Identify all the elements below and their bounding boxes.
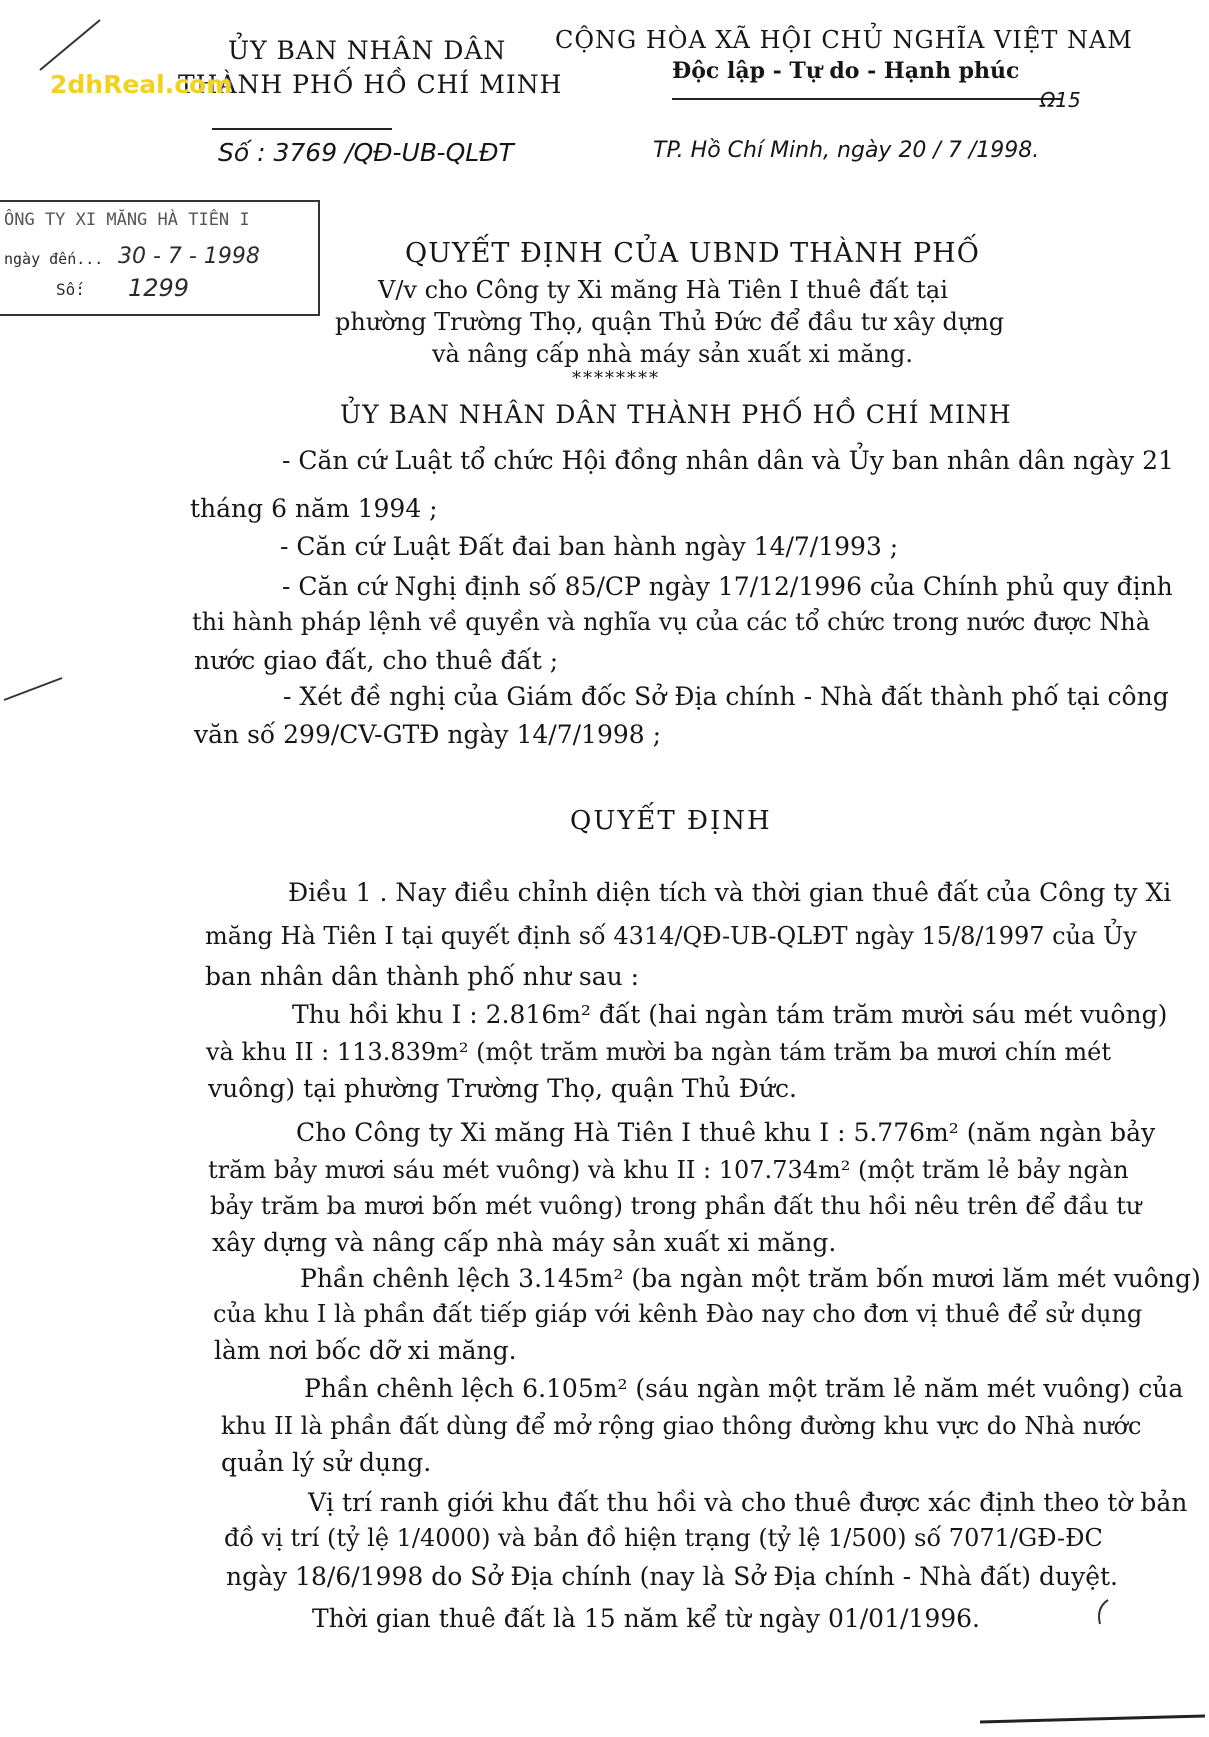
basis-3-line1: - Căn cứ Nghị định số 85/CP ngày 17/12/1996 của Chính phủ quy định <box>282 572 1173 601</box>
article1-p4-line3: làm nơi bốc dỡ xi măng. <box>214 1336 517 1365</box>
decide-heading: QUYẾT ĐỊNH <box>570 806 772 836</box>
authority-line2: THÀNH PHỐ HỒ CHÍ MINH <box>178 70 563 99</box>
pen-hook-bottom-right <box>1099 1600 1108 1624</box>
article1-p1-line1: Điều 1 . Nay điều chỉnh diện tích và thời gian thuê đất của Công ty Xi <box>288 878 1172 907</box>
place-date: TP. Hồ Chí Minh, ngày 20 / 7 /1998. <box>653 138 1040 163</box>
basis-4-line1: - Xét đề nghị của Giám đốc Sở Địa chính - Nhà đất thành phố tại công <box>283 682 1169 711</box>
authority-line1: ỦY BAN NHÂN DÂN <box>228 36 507 65</box>
pen-stroke-left <box>4 678 62 700</box>
stamp-received-label: ngày đến... <box>4 250 104 268</box>
article1-p4-line2: của khu I là phần đất tiếp giáp với kênh Đào nay cho đơn vị thuê để sử dụng <box>213 1300 1143 1328</box>
watermark: 2dhReal.com <box>50 70 233 99</box>
article1-p3-line1: Cho Công ty Xi măng Hà Tiên I thuê khu I : 5.776m² (năm ngàn bảy <box>296 1118 1156 1147</box>
article1-p6-line1: Vị trí ranh giới khu đất thu hồi và cho thuê được xác định theo tờ bản <box>308 1488 1188 1517</box>
basis-2: - Căn cứ Luật Đất đai ban hành ngày 14/7/1993 ; <box>280 532 899 561</box>
decision-subject-line2: phường Trường Thọ, quận Thủ Đức để đầu tư xây dựng <box>335 308 1005 336</box>
stamp-company: ÔNG TY XI MĂNG HÀ TIÊN I <box>4 210 250 230</box>
decision-title: QUYẾT ĐỊNH CỦA UBND THÀNH PHỐ <box>405 238 980 269</box>
basis-1-line1: - Căn cứ Luật tổ chức Hội đồng nhân dân và Ủy ban nhân dân ngày 21 <box>282 446 1174 475</box>
article1-p7: Thời gian thuê đất là 15 năm kể từ ngày 01/01/1996. <box>312 1604 980 1633</box>
margin-code: Ω15 <box>1040 88 1081 112</box>
doc-number: Số : 3769 /QĐ-UB-QLĐT <box>218 138 514 167</box>
article1-p6-line3: ngày 18/6/1998 do Sở Địa chính (nay là Sở Địa chính - Nhà đất) duyệt. <box>226 1562 1118 1591</box>
article1-p3-line3: bảy trăm ba mươi bốn mét vuông) trong phần đất thu hồi nêu trên để đầu tư <box>210 1192 1142 1220</box>
pen-stroke-bottom-right <box>980 1716 1205 1722</box>
article1-p2-line1: Thu hồi khu I : 2.816m² đất (hai ngàn tám trăm mười sáu mét vuông) <box>292 1000 1168 1029</box>
received-stamp <box>0 200 320 316</box>
pen-stroke-top-left <box>40 20 100 70</box>
header-left-rule <box>212 128 392 130</box>
article1-p2-line2: và khu II : 113.839m² (một trăm mười ba ngàn tám trăm ba mươi chín mét <box>206 1038 1111 1066</box>
basis-3-line3: nước giao đất, cho thuê đất ; <box>194 646 559 675</box>
basis-4-line2: văn số 299/CV-GTĐ ngày 14/7/1998 ; <box>194 720 662 749</box>
article1-p3-line2: trăm bảy mươi sáu mét vuông) và khu II : 107.734m² (một trăm lẻ bảy ngàn <box>208 1156 1129 1184</box>
basis-1-line2: tháng 6 năm 1994 ; <box>190 494 438 523</box>
article1-p5-line1: Phần chênh lệch 6.105m² (sáu ngàn một trăm lẻ năm mét vuông) của <box>304 1374 1184 1403</box>
article1-p1-line2: măng Hà Tiên I tại quyết định số 4314/QĐ-UB-QLĐT ngày 15/8/1997 của Ủy <box>205 922 1137 950</box>
article1-p4-line1: Phần chênh lệch 3.145m² (ba ngàn một trăm bốn mươi lăm mét vuông) <box>300 1264 1201 1293</box>
decision-stars: ******** <box>572 368 660 389</box>
article1-p3-line4: xây dựng và nâng cấp nhà máy sản xuất xi măng. <box>212 1228 837 1257</box>
article1-p5-line2: khu II là phần đất dùng để mở rộng giao thông đường khu vực do Nhà nước <box>221 1412 1142 1440</box>
article1-p1-line3: ban nhân dân thành phố như sau : <box>205 962 640 991</box>
motto-underline <box>672 98 1062 100</box>
article1-p2-line3: vuông) tại phường Trường Thọ, quận Thủ Đức. <box>208 1074 797 1103</box>
article1-p5-line3: quản lý sử dụng. <box>221 1448 432 1477</box>
stamp-number-value: 1299 <box>128 274 190 302</box>
basis-3-line2: thi hành pháp lệnh về quyền và nghĩa vụ của các tổ chức trong nước được Nhà <box>192 608 1151 636</box>
decision-issuer: ỦY BAN NHÂN DÂN THÀNH PHỐ HỒ CHÍ MINH <box>340 400 1012 429</box>
decision-subject-line3: và nâng cấp nhà máy sản xuất xi măng. <box>432 340 913 368</box>
stamp-number-label: Số: <box>56 280 85 299</box>
article1-p6-line2: đồ vị trí (tỷ lệ 1/4000) và bản đồ hiện trạng (tỷ lệ 1/500) số 7071/GĐ-ĐC <box>224 1524 1103 1552</box>
motto: Độc lập - Tự do - Hạnh phúc <box>672 58 1020 84</box>
decision-subject-line1: V/v cho Công ty Xi măng Hà Tiên I thuê đất tại <box>378 276 948 304</box>
stamp-received-date: 30 - 7 - 1998 <box>118 244 260 269</box>
country-name: CỘNG HÒA XÃ HỘI CHỦ NGHĨA VIỆT NAM <box>555 26 1133 54</box>
